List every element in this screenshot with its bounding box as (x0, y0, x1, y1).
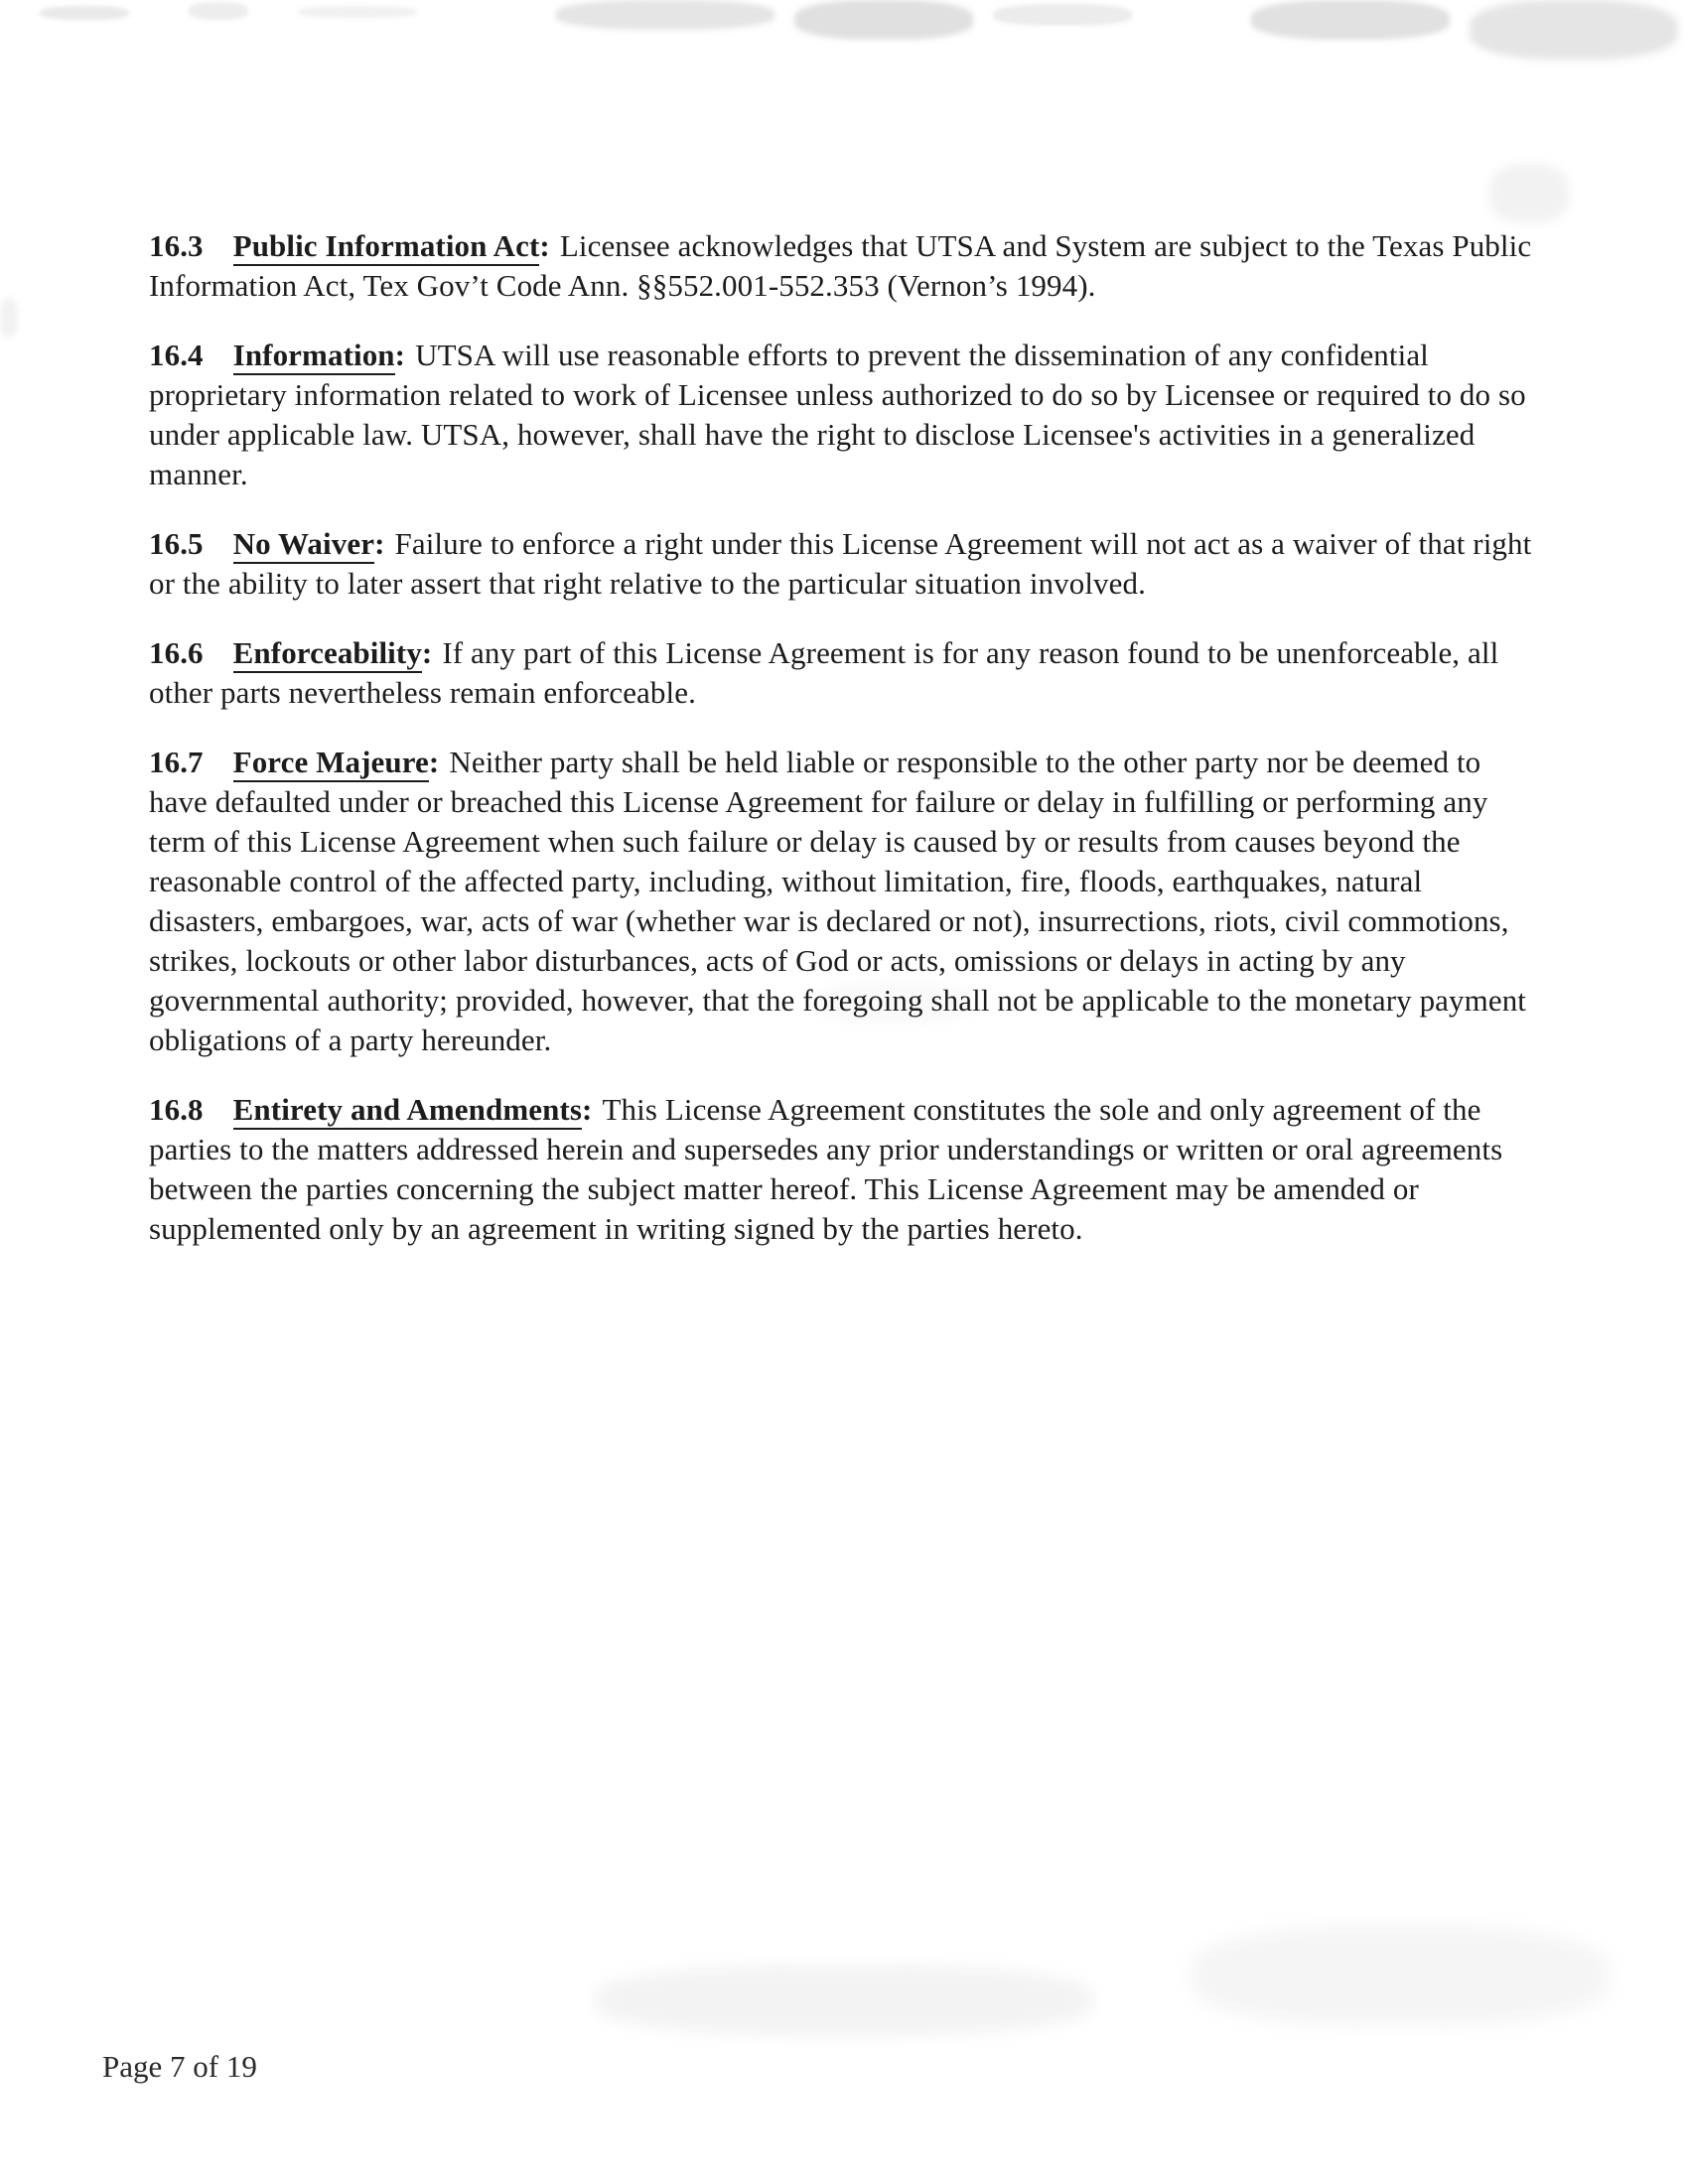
scan-artifact (1470, 0, 1678, 60)
section-heading: Enforceability (233, 635, 422, 673)
scan-artifact (298, 6, 417, 18)
section-16-7 (149, 743, 1541, 1060)
heading-colon: : (374, 526, 385, 561)
section-heading: Public Information Act (233, 228, 540, 266)
scan-artifact (189, 2, 248, 20)
section-number: 16.3 (149, 228, 204, 263)
section-number: 16.7 (149, 745, 204, 779)
section-body-text: If any part of this License Agreement is for any reason found to be unenforceable, all other parts nevertheless remain enforceable. (149, 635, 1499, 710)
section-number: 16.6 (149, 635, 204, 670)
section-16-8 (149, 1090, 1541, 1249)
page-number: Page 7 of 19 (102, 2049, 257, 2084)
scan-artifact (40, 6, 129, 20)
section-16-4 (149, 336, 1541, 494)
section-16-6 (149, 633, 1541, 713)
scan-artifact (556, 0, 774, 30)
scan-artifact (1489, 164, 1569, 223)
document-body (149, 226, 1541, 1279)
section-16-5 (149, 524, 1541, 604)
section-body-text: This License Agreement constitutes the sole and only agreement of the parties to the matters addressed herein and supersedes any prior understandings or written or oral agreements between the parties concerning the subject matter hereof. This License Agreement may be amended or supplemented only by an agreement in writing signed by the parties hereto. (149, 1092, 1503, 1246)
scan-artifact (596, 1966, 1092, 2035)
scan-artifact (0, 298, 18, 338)
section-body-text: Licensee acknowledges that UTSA and System are subject to the Texas Public Information Act, Tex Gov’t Code Ann. §§552.001-552.353 (Vernon’s 1994). (149, 228, 1532, 303)
scan-artifact (1251, 0, 1450, 40)
section-number: 16.4 (149, 338, 204, 372)
section-16-3 (149, 226, 1541, 306)
section-body-text: UTSA will use reasonable efforts to prevent the dissemination of any confidential proprietary information related to work of Licensee unless authorized to do so by Licensee or required to do so under applicable law. UTSA, however, shall have the right to disclose Licensee's activities in a generalized manner. (149, 338, 1526, 491)
section-heading: No Waiver (233, 526, 374, 564)
section-number: 16.8 (149, 1092, 204, 1127)
section-body-text: Failure to enforce a right under this License Agreement will not act as a waiver of that right or the ability to later assert that right relative to the particular situation involved. (149, 526, 1532, 601)
heading-colon: : (428, 745, 440, 779)
heading-colon: : (421, 635, 433, 670)
scan-artifact (794, 0, 973, 40)
scan-artifact (993, 4, 1132, 26)
section-heading: Force Majeure (233, 745, 429, 782)
section-number: 16.5 (149, 526, 204, 561)
heading-colon: : (394, 338, 406, 372)
heading-colon: : (582, 1092, 593, 1127)
section-body-text: Neither party shall be held liable or responsible to the other party nor be deemed to have defaulted under or breached this License Agreement for failure or delay in fulfilling or performing any term of this License Agreement when such failure or delay is caused by or results from causes beyond the reasonable control of the affected party, including, without limitation, fire, floods, earthquakes, natural disasters, embargoes, war, acts of war (whether war is declared or not), insurrections, riots, civil commotions, strikes, lockouts or other labor disturbances, acts of God or acts, omissions or delays in acting by any governmental authority; provided, however, that the foregoing shall not be applicable to the monetary payment obligations of a party hereunder. (149, 745, 1527, 1057)
section-heading: Entirety and Amendments (233, 1092, 582, 1130)
section-heading: Information (233, 338, 395, 375)
scan-artifact (1192, 1926, 1609, 2025)
heading-colon: : (539, 228, 550, 263)
